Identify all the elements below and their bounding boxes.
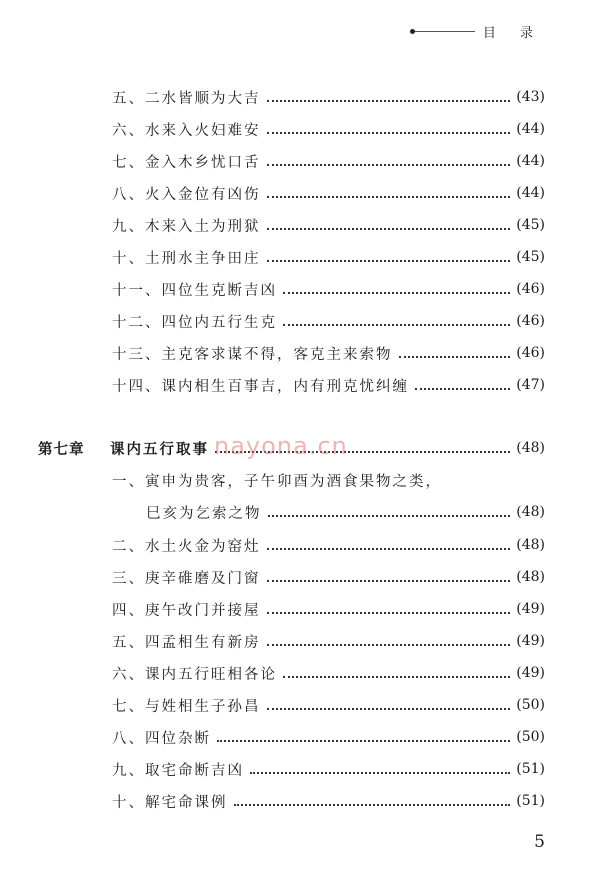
leader-dots	[415, 388, 510, 390]
leader-dots	[267, 708, 511, 710]
toc-entry-page: (43)	[516, 89, 545, 105]
toc-entry-page: (44)	[516, 185, 545, 201]
leader-dots	[283, 676, 510, 678]
toc-entry-label: 十二、四位内五行生克	[112, 314, 277, 331]
leader-dots	[267, 164, 511, 166]
leader-dots	[283, 292, 510, 294]
toc-entry	[112, 727, 545, 747]
toc-entry-label: 六、水来入火妇难安	[112, 122, 261, 139]
leader-dots	[267, 228, 511, 230]
toc-entry	[112, 247, 545, 267]
chapter-page: (48)	[516, 440, 545, 456]
toc-entry-label: 九、木来入土为刑狱	[112, 218, 261, 235]
leader-dots	[250, 772, 510, 774]
toc-entry	[112, 279, 545, 299]
toc-entry	[112, 791, 545, 811]
leader-dots	[268, 515, 511, 517]
toc-entry	[112, 759, 545, 779]
toc-entry-page: (51)	[516, 761, 545, 777]
toc-entry-label: 十四、课内相生百事吉，内有刑克忧纠缠	[112, 378, 409, 395]
leader-dots	[399, 356, 511, 358]
toc-entry-page: (44)	[516, 153, 545, 169]
toc-entry-page: (48)	[516, 537, 545, 553]
toc-entry-page: (49)	[516, 601, 545, 617]
toc-entry	[112, 663, 545, 683]
toc-entry-label: 三、庚辛碓磨及门窗	[112, 570, 261, 587]
toc-entry	[112, 695, 545, 715]
toc-entry-label: 八、四位杂断	[112, 730, 211, 747]
toc-entry	[112, 311, 545, 331]
toc-entry	[112, 87, 545, 107]
leader-dots	[267, 196, 511, 198]
toc-entry-label: 四、庚午改门并接屋	[112, 602, 261, 619]
toc-entry-label: 九、取宅命断吉凶	[112, 762, 244, 779]
leader-dots	[267, 644, 511, 646]
watermark: nayona.cn	[214, 432, 348, 460]
toc-entry-label: 十、土刑水主争田庄	[112, 250, 261, 267]
toc-entry-page: (46)	[516, 313, 545, 329]
toc-entry	[112, 535, 545, 555]
toc-entry-line: 一、寅申为贵客，子午卯酉为酒食果物之类，	[112, 474, 442, 490]
toc-entry	[112, 151, 545, 171]
toc-entry-page: (50)	[516, 697, 545, 713]
toc-entry-page: (45)	[516, 249, 545, 265]
toc-entry	[112, 343, 545, 363]
toc-entry-label: 巳亥为乞索之物	[146, 505, 262, 522]
toc-entry-page: (51)	[516, 793, 545, 809]
toc-entry-page: (45)	[516, 217, 545, 233]
toc-entry	[112, 599, 545, 619]
leader-dots	[234, 804, 511, 806]
toc-entry-label: 七、金入木乡忧口舌	[112, 154, 261, 171]
toc-entry-page: (44)	[516, 121, 545, 137]
toc-entry-page: (46)	[516, 281, 545, 297]
toc-entry-page: (50)	[516, 729, 545, 745]
toc-entry-label: 七、与姓相生子孙昌	[112, 698, 261, 715]
leader-dots	[267, 580, 511, 582]
toc-entry-label: 十三、主克客求谋不得，客克主来索物	[112, 346, 393, 363]
toc-entry	[112, 183, 545, 203]
header-title: 目 录	[482, 26, 543, 41]
toc-entry-page: (46)	[516, 345, 545, 361]
toc-entry-page: (49)	[516, 633, 545, 649]
toc-entry-label: 五、二水皆顺为大吉	[112, 90, 261, 107]
leader-dots	[217, 740, 510, 742]
leader-dots	[267, 100, 511, 102]
page-number: 5	[534, 832, 545, 852]
leader-dots	[267, 612, 511, 614]
toc-entry	[112, 215, 545, 235]
toc-entry-page: (47)	[516, 377, 545, 393]
chapter-title: 课内五行取事	[110, 441, 209, 458]
running-header	[413, 22, 543, 41]
toc-entry-label: 十、解宅命课例	[112, 794, 228, 811]
toc-entry-label: 五、四孟相生有新房	[112, 634, 261, 651]
toc-entry	[112, 375, 545, 395]
toc-entry-page: (48)	[516, 504, 545, 520]
toc-entry-label: 十一、四位生克断吉凶	[112, 282, 277, 299]
leader-dots	[283, 324, 510, 326]
header-rule	[413, 31, 475, 32]
toc-entry-page: (49)	[516, 665, 545, 681]
toc-entry	[146, 502, 545, 522]
leader-dots	[267, 548, 511, 550]
toc-entry-page: (48)	[516, 569, 545, 585]
toc-entry-label: 六、课内五行旺相各论	[112, 666, 277, 683]
toc-entry	[112, 119, 545, 139]
toc-entry-label: 八、火入金位有凶伤	[112, 186, 261, 203]
toc-entry	[112, 631, 545, 651]
leader-dots	[267, 260, 511, 262]
chapter-number: 第七章	[38, 441, 85, 458]
leader-dots	[267, 132, 511, 134]
toc-entry	[112, 567, 545, 587]
toc-entry-label: 二、水土火金为窑灶	[112, 538, 261, 555]
